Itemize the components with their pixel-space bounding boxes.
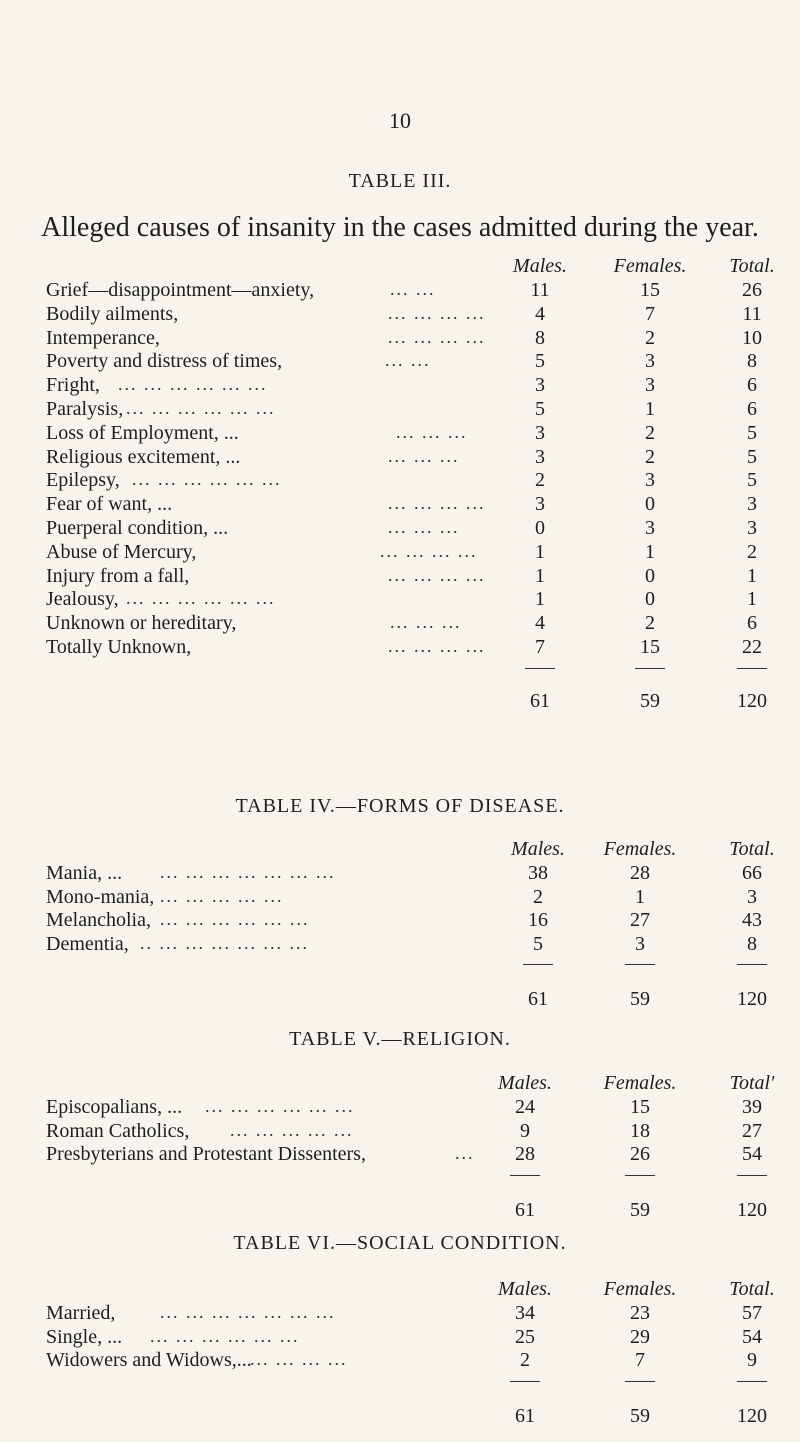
total-rule [625, 1381, 655, 1382]
row-label: Injury from a fall, [46, 564, 190, 587]
row-label: Jealousy, [46, 588, 119, 611]
leader-dots: ... ... ... ... [388, 493, 486, 514]
cell-total: 8 [747, 932, 757, 955]
row-label: Fear of want, ... [46, 493, 173, 516]
table-3-title: TABLE III. [348, 170, 452, 192]
cell-females: 3 [645, 517, 655, 539]
cell-females: 1 [645, 540, 655, 563]
cell-females: 2 [645, 445, 655, 468]
cell-males: 34 [515, 1302, 535, 1324]
cell-females: 15 [640, 279, 660, 301]
header-total: Total. [729, 255, 775, 277]
cell-males: 4 [535, 612, 545, 635]
total-total: 120 [737, 1404, 767, 1427]
leader-dots: ... ... ... ... ... ... ... [160, 1302, 336, 1322]
leader-dots: ... ... ... ... ... ... [150, 1325, 300, 1346]
leader-dots: ... ... ... ... ... ... [160, 909, 310, 929]
cell-females: 1 [635, 885, 645, 908]
total-females: 59 [640, 689, 660, 712]
header-females: Females. [603, 1278, 677, 1300]
cell-females: 1 [645, 398, 655, 420]
total-females: 59 [630, 988, 650, 1010]
header-total: Total. [729, 1278, 775, 1300]
cell-males: 0 [535, 517, 545, 539]
cell-males: 8 [535, 326, 545, 349]
total-rule [737, 964, 767, 965]
header-females: Females. [603, 838, 677, 860]
cell-total: 5 [747, 469, 757, 492]
cell-males: 2 [535, 469, 545, 492]
row-label: Puerperal condition, ... [46, 517, 229, 539]
row-label: Married, [46, 1302, 116, 1324]
row-label: Religious excitement, ... [46, 445, 241, 468]
cell-total: 54 [742, 1143, 762, 1165]
cell-total: 54 [742, 1325, 762, 1348]
cell-males: 28 [515, 1143, 535, 1165]
total-rule [625, 1175, 655, 1176]
total-females: 59 [630, 1198, 650, 1221]
cell-total: 3 [747, 493, 757, 516]
cell-total: 8 [747, 350, 757, 373]
total-total: 120 [737, 689, 767, 712]
row-label: Poverty and distress of times, [46, 350, 283, 373]
leader-dots: ... ... ... ... [388, 636, 486, 656]
leader-dots: ... ... ... [390, 612, 462, 633]
row-label: Unknown or hereditary, [46, 612, 237, 635]
cell-females: 0 [645, 493, 655, 516]
totals-row [0, 1405, 800, 1431]
leader-dots: ... ... ... ... ... ... [126, 588, 276, 609]
cell-females: 7 [645, 302, 655, 325]
cell-total: 1 [747, 588, 757, 611]
row-label: Totally Unknown, [46, 636, 192, 658]
table-row [0, 636, 800, 662]
cell-total: 5 [747, 445, 757, 468]
header-males: Males. [511, 838, 565, 860]
leader-dots: ... ... ... ... ... ... [205, 1096, 355, 1116]
cell-females: 28 [630, 862, 650, 884]
leader-dots: ... ... ... ... ... ... [118, 374, 268, 395]
cell-total: 3 [747, 517, 757, 539]
cell-males: 3 [535, 493, 545, 516]
total-rule [525, 668, 555, 669]
table-row [0, 303, 800, 329]
cell-females: 26 [630, 1143, 650, 1165]
header-males: Males. [513, 255, 567, 277]
table-header-row [0, 1278, 800, 1304]
cell-males: 9 [520, 1119, 530, 1142]
table-3-subtitle: Alleged causes of insanity in the cases admitted during the year. [41, 212, 759, 243]
row-label: Intemperance, [46, 326, 160, 349]
cell-males: 2 [520, 1349, 530, 1371]
total-total: 120 [737, 988, 767, 1010]
table-row [0, 588, 800, 614]
cell-males: 3 [535, 421, 545, 444]
total-rule [523, 964, 553, 965]
cell-males: 1 [535, 564, 545, 587]
table-row [0, 517, 800, 543]
cell-males: 1 [535, 540, 545, 563]
cell-females: 29 [630, 1325, 650, 1348]
table-row [0, 422, 800, 448]
total-males: 61 [515, 1198, 535, 1221]
row-label: Episcopalians, ... [46, 1096, 183, 1118]
cell-males: 25 [515, 1325, 535, 1348]
total-rule [625, 964, 655, 965]
row-label: Presbyterians and Protestant Dissenters, [46, 1143, 366, 1165]
cell-males: 5 [533, 932, 543, 955]
cell-males: 5 [535, 350, 545, 373]
leader-dots: ... ... ... ... ... ... [132, 469, 282, 490]
total-rule [635, 668, 665, 669]
table-row [0, 1302, 800, 1328]
cell-females: 18 [630, 1119, 650, 1142]
header-males: Males. [498, 1278, 552, 1300]
cell-females: 3 [645, 374, 655, 397]
table-header-row [0, 838, 800, 864]
row-label: Dementia, [46, 932, 129, 955]
total-females: 59 [630, 1404, 650, 1427]
table-row [0, 446, 800, 472]
leader-dots: ... ... ... [388, 445, 460, 466]
row-label: Fright, [46, 374, 100, 397]
leader-dots: ... [455, 1143, 475, 1163]
cell-females: 3 [645, 469, 655, 492]
leader-dots: .. ... ... ... ... ... ... [140, 932, 309, 953]
cell-total: 3 [747, 885, 757, 908]
cell-total: 6 [747, 398, 757, 420]
cell-total: 66 [742, 862, 762, 884]
total-total: 120 [737, 1198, 767, 1221]
total-males: 61 [528, 988, 548, 1010]
cell-females: 27 [630, 909, 650, 931]
leader-dots: ... ... ... ... ... [230, 1119, 354, 1140]
table-row [0, 933, 800, 959]
cell-total: 43 [742, 909, 762, 931]
cell-males: 1 [535, 588, 545, 611]
cell-females: 7 [635, 1349, 645, 1371]
cell-females: 0 [645, 564, 655, 587]
row-label: Loss of Employment, ... [46, 421, 239, 444]
table-row [0, 565, 800, 591]
cell-males: 38 [528, 862, 548, 884]
cell-females: 15 [640, 636, 660, 658]
leader-dots: ... ... ... [388, 517, 460, 537]
table-4-title: TABLE IV.—FORMS OF DISEASE. [235, 795, 565, 817]
table-row [0, 541, 800, 567]
table-row [0, 1349, 800, 1375]
total-rule [737, 1175, 767, 1176]
table-row [0, 1143, 800, 1169]
total-rule [510, 1175, 540, 1176]
table-row [0, 909, 800, 935]
cell-females: 15 [630, 1096, 650, 1118]
leader-dots: ... ... ... ... [388, 564, 486, 585]
cell-males: 4 [535, 302, 545, 325]
row-label: Mania, ... [46, 862, 123, 884]
table-row [0, 398, 800, 424]
cell-total: 26 [742, 279, 762, 301]
cell-total: 10 [742, 326, 762, 349]
leader-dots: ... ... ... ... [380, 540, 478, 561]
cell-total: 22 [742, 636, 762, 658]
leader-dots: ... ... ... ... ... ... ... [160, 862, 336, 882]
row-label: Epilepsy, [46, 469, 120, 492]
cell-males: 16 [528, 909, 548, 931]
row-label: Widowers and Widows,... [46, 1349, 252, 1371]
cell-females: 3 [645, 350, 655, 373]
total-males: 61 [530, 689, 550, 712]
table-5-title: TABLE V.—RELIGION. [289, 1028, 511, 1050]
header-total: Total' [729, 1072, 775, 1094]
table-row [0, 1326, 800, 1352]
cell-total: 39 [742, 1096, 762, 1118]
table-header-row [0, 1072, 800, 1098]
header-females: Females. [613, 255, 687, 277]
cell-males: 3 [535, 445, 545, 468]
leader-dots: ... ... ... ... [388, 326, 486, 347]
table-row [0, 374, 800, 400]
table-6-title: TABLE VI.—SOCIAL CONDITION. [233, 1232, 567, 1254]
table-row [0, 327, 800, 353]
cell-males: 3 [535, 374, 545, 397]
table-row [0, 1120, 800, 1146]
cell-total: 9 [747, 1349, 757, 1371]
table-row [0, 862, 800, 888]
leader-dots: ... ... ... ... ... ... [126, 398, 276, 418]
leader-dots: ... ... ... [396, 421, 468, 442]
row-label: Paralysis, [46, 398, 124, 420]
row-label: Abuse of Mercury, [46, 540, 197, 563]
total-rule [737, 668, 767, 669]
table-row [0, 886, 800, 912]
total-males: 61 [515, 1404, 535, 1427]
row-label: Single, ... [46, 1325, 123, 1348]
leader-dots: ... ... ... ... [388, 302, 486, 323]
cell-females: 2 [645, 612, 655, 635]
cell-females: 0 [645, 588, 655, 611]
row-label: Mono-mania, [46, 885, 155, 908]
total-rule [510, 1381, 540, 1382]
totals-row [0, 988, 800, 1014]
totals-row [0, 690, 800, 716]
leader-dots: ... ... [385, 350, 431, 371]
totals-row [0, 1199, 800, 1225]
leader-dots: ... ... ... ... ... [160, 885, 284, 906]
table-header-row [0, 255, 800, 281]
cell-females: 3 [635, 932, 645, 955]
cell-total: 6 [747, 374, 757, 397]
cell-males: 24 [515, 1096, 535, 1118]
header-total: Total. [729, 838, 775, 860]
row-label: Grief—disappointment—anxiety, [46, 279, 315, 301]
cell-total: 11 [742, 302, 762, 325]
cell-total: 5 [747, 421, 757, 444]
cell-total: 1 [747, 564, 757, 587]
table-row [0, 493, 800, 519]
cell-males: 5 [535, 398, 545, 420]
leader-dots: ... ... [390, 279, 436, 299]
cell-total: 57 [742, 1302, 762, 1324]
leader-dots: ... ... ... ... [250, 1349, 348, 1369]
table-row [0, 612, 800, 638]
cell-males: 2 [533, 885, 543, 908]
table-row [0, 1096, 800, 1122]
header-females: Females. [603, 1072, 677, 1094]
total-rule [737, 1381, 767, 1382]
row-label: Roman Catholics, [46, 1119, 190, 1142]
cell-total: 27 [742, 1119, 762, 1142]
cell-total: 2 [747, 540, 757, 563]
cell-total: 6 [747, 612, 757, 635]
page-number: 10 [389, 108, 411, 133]
row-label: Melancholia, [46, 909, 151, 931]
cell-males: 11 [530, 279, 550, 301]
cell-females: 2 [645, 326, 655, 349]
header-males: Males. [498, 1072, 552, 1094]
table-row [0, 350, 800, 376]
cell-females: 2 [645, 421, 655, 444]
cell-females: 23 [630, 1302, 650, 1324]
table-row [0, 469, 800, 495]
row-label: Bodily ailments, [46, 302, 179, 325]
table-row [0, 279, 800, 305]
cell-males: 7 [535, 636, 545, 658]
